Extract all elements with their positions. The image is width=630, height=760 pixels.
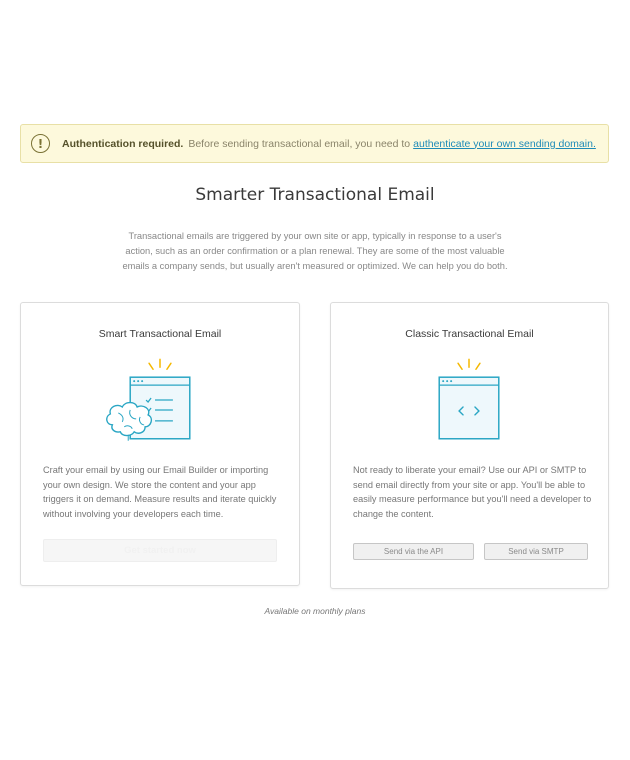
classic-card-description: Not ready to liberate your email? Use our API or SMTP to send email directly from your site or app. You'll be able to easily measure performance but you'll need a developer to change the content. <box>353 465 592 519</box>
send-via-smtp-button[interactable]: Send via SMTP <box>484 543 588 560</box>
auth-alert <box>20 124 609 163</box>
page-intro: Transactional emails are triggered by your own site or app, typically in response to a user's action, such as an order confirmation or a plan renewal. They are some of the most valuable emails a company sends, but usually aren't measured or optimized. We can help you do both. <box>122 231 508 271</box>
page-title: Smarter Transactional Email <box>195 185 435 205</box>
exclamation-circle-icon: ! <box>31 134 50 153</box>
brain-checklist-icon <box>21 355 299 455</box>
get-started-button[interactable]: Get started now <box>43 539 277 562</box>
send-via-api-button[interactable]: Send via the API <box>353 543 474 560</box>
smart-transactional-card <box>20 302 300 586</box>
smart-card-description: Craft your email by using our Email Builder or importing your own design. We store the content and your app triggers it on demand. Measure results and iterate quickly without involving your developers each time. <box>43 465 277 519</box>
alert-heading: Authentication required. <box>62 137 184 150</box>
alert-text: Before sending transactional email, you need to <box>188 137 411 150</box>
smart-card-title: Smart Transactional Email <box>98 328 222 340</box>
code-window-icon <box>331 355 608 455</box>
classic-transactional-card <box>330 302 609 589</box>
authenticate-domain-link[interactable]: authenticate your own sending domain. <box>413 137 596 150</box>
monthly-plans-note: Available on monthly plans <box>264 606 366 616</box>
classic-card-title: Classic Transactional Email <box>405 328 534 340</box>
